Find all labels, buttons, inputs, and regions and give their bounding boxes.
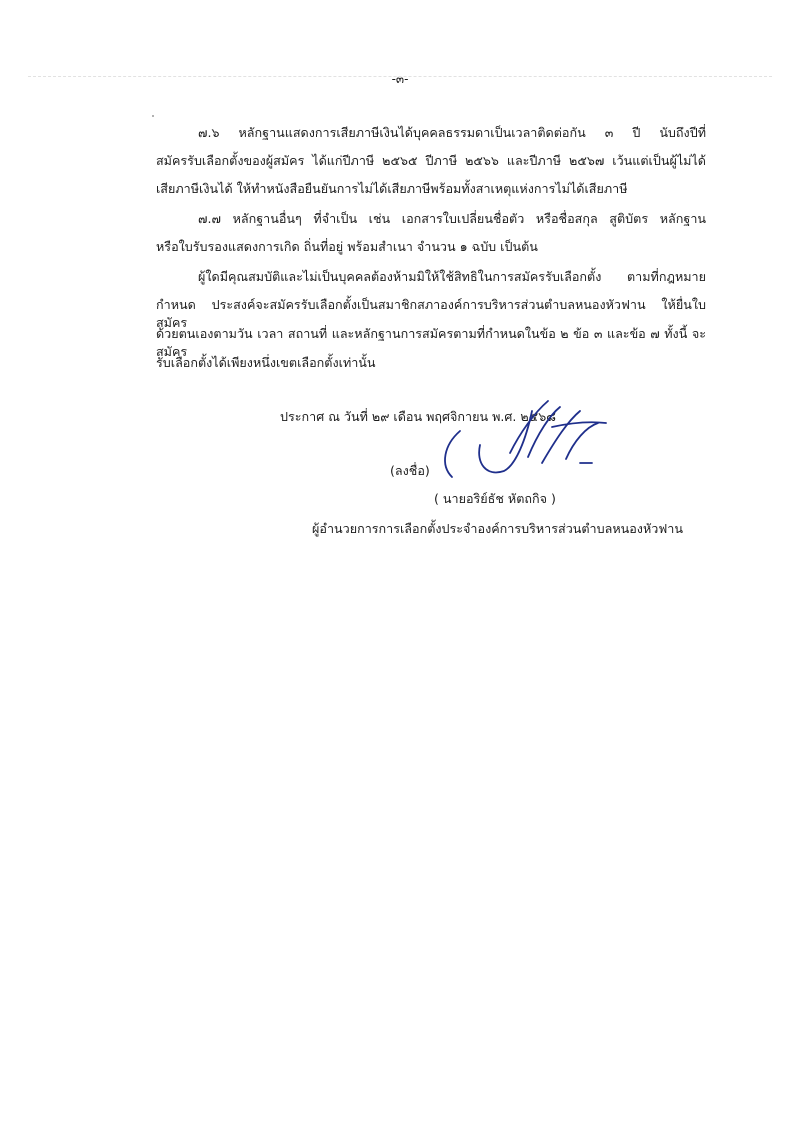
announcement-date: ประกาศ ณ วันที่ ๒๙ เดือน พฤศจิกายน พ.ศ. ๒๕๖๘ xyxy=(280,409,556,424)
section-7-6-line-3: เสียภาษีเงินได้ ให้ทำหนังสือยืนยันการไม่ได้เสียภาษีพร้อมทั้งสาเหตุแห่งการไม่ได้เสียภาษี xyxy=(156,181,628,196)
page-number: -๓- xyxy=(391,72,409,86)
scan-speck xyxy=(152,115,154,117)
signer-name: ( นายอริย์ธัช หัตถกิจ ) xyxy=(434,491,556,506)
handwritten-signature xyxy=(430,393,610,485)
closing-paragraph-line-2: กำหนด ประสงค์จะสมัครรับเลือกตั้งเป็นสมาชิกสภาองค์การบริหารส่วนตำบลหนองหัวฟาน ให้ยื่นใบสมัคร xyxy=(156,297,706,330)
section-7-7-line-1: ๗.๗ หลักฐานอื่นๆ ที่จำเป็น เช่น เอกสารใบเปลี่ยนชื่อตัว หรือชื่อสกุล สูติบัตร หลักฐาน xyxy=(198,211,706,226)
closing-paragraph-line-4: รับเลือกตั้งได้เพียงหนึ่งเขตเลือกตั้งเท่านั้น xyxy=(156,355,376,370)
signer-position: ผู้อำนวยการการเลือกตั้งประจำองค์การบริหารส่วนตำบลหนองหัวฟาน xyxy=(312,521,683,536)
section-7-6-line-2: สมัครรับเลือกตั้งของผู้สมัคร ได้แก่ปีภาษี ๒๕๖๕ ปีภาษี ๒๕๖๖ และปีภาษี ๒๕๖๗ เว้นแต่เป็นผู้ไม่ได้ xyxy=(156,153,706,168)
section-7-7-line-2: หรือใบรับรองแสดงการเกิด ถิ่นที่อยู่ พร้อมสำเนา จำนวน ๑ ฉบับ เป็นต้น xyxy=(156,239,538,254)
closing-paragraph-line-1: ผู้ใดมีคุณสมบัติและไม่เป็นบุคคลต้องห้ามมิให้ใช้สิทธิในการสมัครรับเลือกตั้ง ตามที่กฎหมาย xyxy=(198,269,706,284)
section-7-6-line-1: ๗.๖ หลักฐานแสดงการเสียภาษีเงินได้บุคคลธรรมดาเป็นเวลาติดต่อกัน ๓ ปี นับถึงปีที่ xyxy=(198,125,706,140)
sign-label: (ลงชื่อ) xyxy=(390,463,430,478)
closing-paragraph-line-3: ด้วยตนเองตามวัน เวลา สถานที่ และหลักฐานการสมัครตามที่กำหนดในข้อ ๒ ข้อ ๓ และข้อ ๗ ทั้งนี้ จะสมัคร xyxy=(156,326,706,359)
